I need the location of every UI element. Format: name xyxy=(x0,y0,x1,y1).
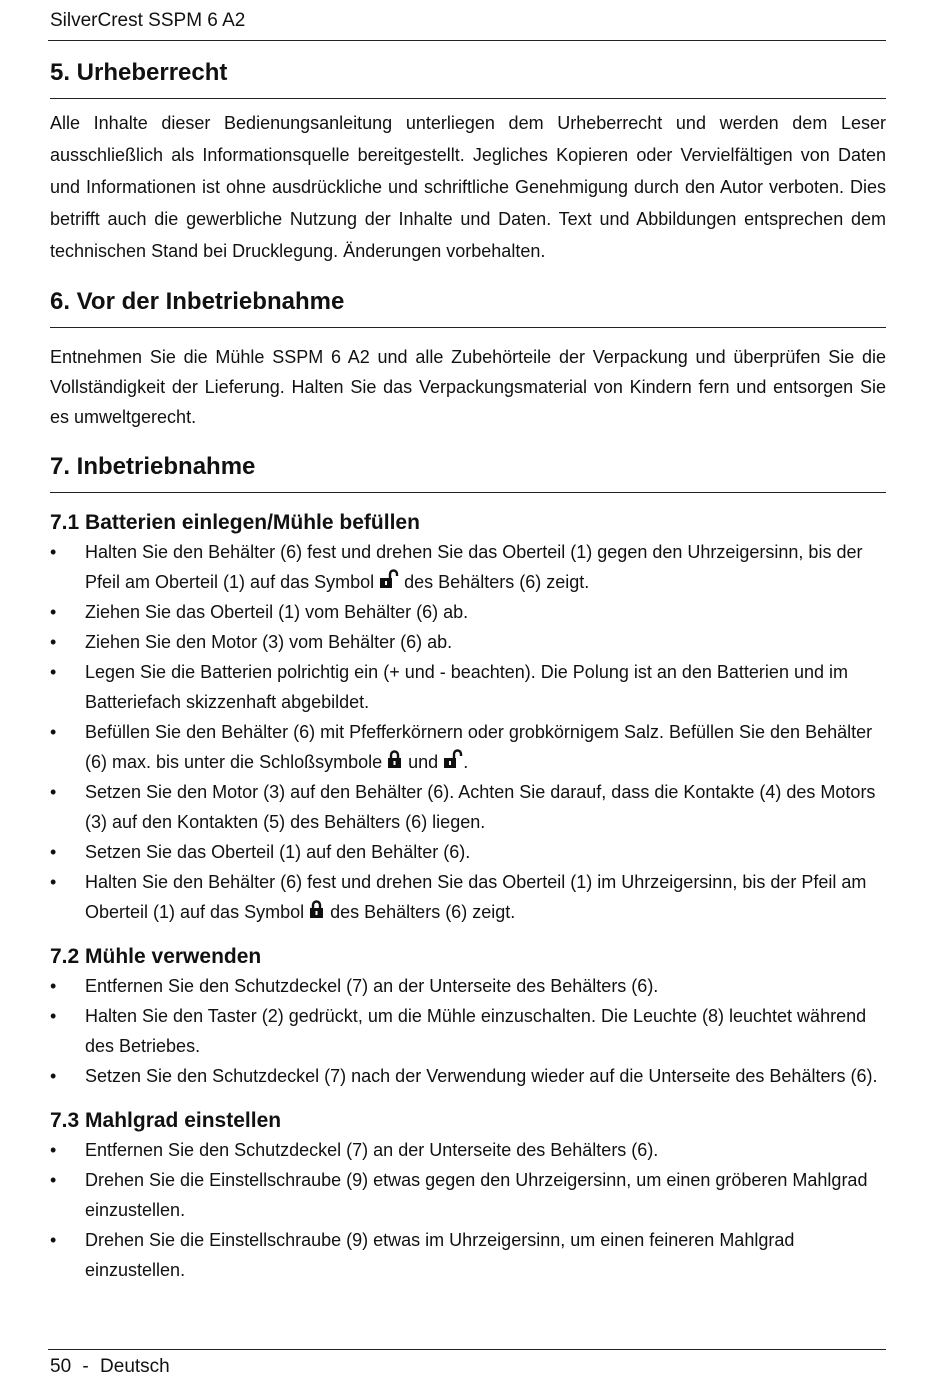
list-item: • Halten Sie den Taster (2) gedrückt, um die Mühle einzuschalten. Die Leuchte (8) leuchtet während des Betriebes. xyxy=(50,1001,886,1061)
list-item: • Ziehen Sie das Oberteil (1) vom Behälter (6) ab. xyxy=(50,597,886,627)
section-7-2-list xyxy=(50,971,886,1091)
footer-separator: - xyxy=(82,1356,89,1377)
list-item-text: und xyxy=(408,752,439,772)
list-item: • Drehen Sie die Einstellschraube (9) etwas im Uhrzeigersinn, um einen feineren Mahlgrad einzustellen. xyxy=(50,1225,886,1285)
list-item-text: des Behälters (6) zeigt. xyxy=(404,572,590,592)
page-number: 50 xyxy=(50,1356,72,1377)
section-7-3-heading: 7.3 Mahlgrad einstellen xyxy=(50,1109,282,1132)
section-7-heading: 7. Inbetriebnahme xyxy=(50,450,886,493)
page-content xyxy=(50,56,886,1285)
section-6-text: Entnehmen Sie die Mühle SSPM 6 A2 und alle Zubehörteile der Verpackung und überprüfen Sie die Vollständigkeit der Lieferung. Halten Sie das Verpackungsmaterial von Kindern fern und entsorgen Sie es umweltgerecht. xyxy=(50,347,886,427)
list-item-text: des Behälters (6) zeigt. xyxy=(330,902,516,922)
list-item-text: . xyxy=(463,752,469,772)
unlocked-lock-icon xyxy=(443,749,463,769)
list-item: • Entfernen Sie den Schutzdeckel (7) an der Unterseite des Behälters (6). xyxy=(50,1135,886,1165)
section-6-heading: 6. Vor der Inbetriebnahme xyxy=(50,285,886,328)
list-item: • Entfernen Sie den Schutzdeckel (7) an der Unterseite des Behälters (6). xyxy=(50,971,886,1001)
list-item xyxy=(50,717,886,777)
list-item xyxy=(50,867,886,927)
section-7-1-list xyxy=(50,537,886,927)
section-7-1-heading: 7.1 Batterien einlegen/Mühle befüllen xyxy=(50,511,420,534)
list-item: • Ziehen Sie den Motor (3) vom Behälter (6) ab. xyxy=(50,627,886,657)
list-item-text: Befüllen Sie den Behälter (6) mit Pfefferkörnern oder grobkörnigem Salz. Befüllen Sie den Behälter (6) max. bis unter die Schloßsymbole xyxy=(85,722,873,772)
section-5-text: Alle Inhalte dieser Bedienungsanleitung unterliegen dem Urheberrecht und werden dem Leser ausschließlich als Informationsquelle bereitgestellt. Jegliches Kopieren oder Vervielfältigen von Daten und Informationen ist ohne ausdrückliche und schriftliche Genehmigung durch den Autor verboten. Dies betrifft auch die gewerbliche Nutzung der Inhalte und Daten. Text und Abbildungen entsprechen dem technischen Stand bei Drucklegung. Änderungen vorbehalten. xyxy=(50,113,886,261)
list-item-text: Halten Sie den Behälter (6) fest und drehen Sie das Oberteil (1) im Uhrzeigersinn, bis der Pfeil am Oberteil (1) auf das Symbol xyxy=(85,872,867,922)
list-item xyxy=(50,537,886,597)
locked-lock-icon xyxy=(309,899,325,919)
list-item: • Setzen Sie das Oberteil (1) auf den Behälter (6). xyxy=(50,837,886,867)
list-item-text: Halten Sie den Behälter (6) fest und drehen Sie das Oberteil (1) gegen den Uhrzeigersinn, bis der Pfeil am Oberteil (1) auf das Symbol xyxy=(85,542,863,592)
unlocked-lock-icon xyxy=(379,569,399,589)
locked-lock-icon xyxy=(387,749,403,769)
page-footer xyxy=(50,1354,170,1380)
footer-divider xyxy=(48,1349,886,1350)
list-item: • Legen Sie die Batterien polrichtig ein (+ und - beachten). Die Polung ist an den Batterien und im Batteriefach skizzenhaft abgebildet. xyxy=(50,657,886,717)
header-divider xyxy=(48,40,886,41)
running-header: SilverCrest SSPM 6 A2 xyxy=(50,10,246,31)
list-item: • Setzen Sie den Motor (3) auf den Behälter (6). Achten Sie darauf, dass die Kontakte (4) des Motors (3) auf den Kontakten (5) des Behälters (6) liegen. xyxy=(50,777,886,837)
section-7-3-list xyxy=(50,1135,886,1285)
list-item: • Setzen Sie den Schutzdeckel (7) nach der Verwendung wieder auf die Unterseite des Behälters (6). xyxy=(50,1061,886,1091)
footer-language: Deutsch xyxy=(100,1356,170,1377)
list-item: • Drehen Sie die Einstellschraube (9) etwas gegen den Uhrzeigersinn, um einen gröberen Mahlgrad einzustellen. xyxy=(50,1165,886,1225)
section-5-heading: 5. Urheberrecht xyxy=(50,56,886,99)
section-7-2-heading: 7.2 Mühle verwenden xyxy=(50,945,262,968)
